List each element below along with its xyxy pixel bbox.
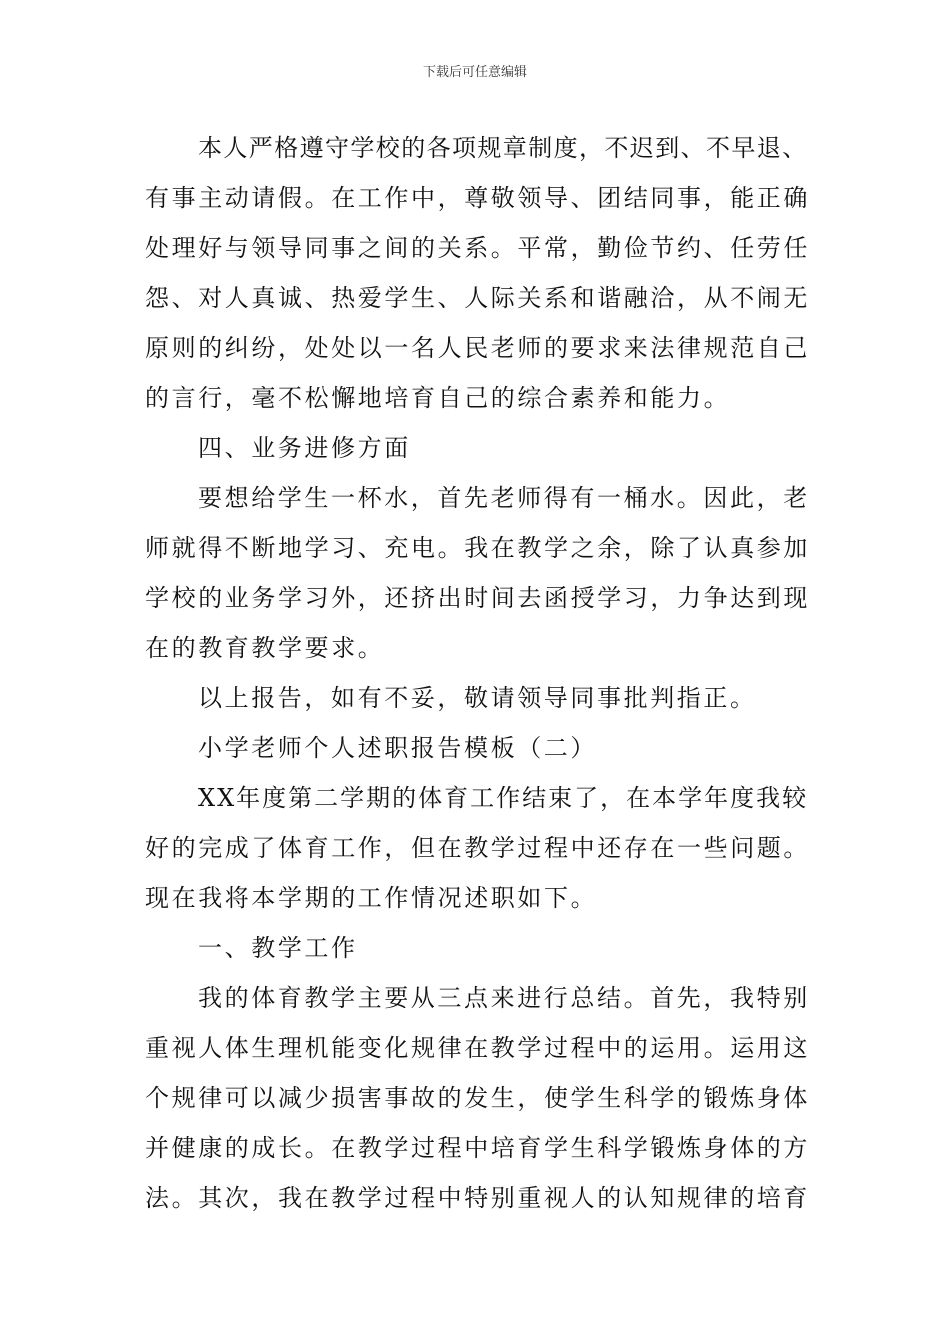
text-line: 的言行，毫不松懈地培育自己的综合素养和能力。	[145, 384, 731, 412]
section-heading: 一、教学工作	[198, 934, 358, 962]
text-line: 我的体育教学主要从三点来进行总结。首先，我特别	[198, 984, 810, 1012]
text-line: 好的完成了体育工作，但在教学过程中还存在一些问题。	[145, 834, 810, 862]
text-line: 原则的纠纷，处处以一名人民老师的要求来法律规范自己	[145, 334, 810, 362]
text-line: 本人严格遵守学校的各项规章制度，不迟到、不早退、	[198, 134, 808, 162]
text-line: 学校的业务学习外，还挤出时间去函授学习，力争达到现	[145, 584, 810, 612]
text-line: 个规律可以减少损害事故的发生，使学生科学的锻炼身体	[145, 1084, 810, 1112]
section-heading: 四、业务进修方面	[198, 434, 411, 462]
text-line: 师就得不断地学习、充电。我在教学之余，除了认真参加	[145, 534, 810, 562]
text-line: 有事主动请假。在工作中，尊敬领导、团结同事，能正确	[145, 184, 810, 212]
text-line: 要想给学生一杯水，首先老师得有一桶水。因此，老	[198, 484, 810, 512]
text-line: 法。其次，我在教学过程中特别重视人的认知规律的培育	[145, 1184, 810, 1212]
section-heading: 小学老师个人述职报告模板（二）	[198, 734, 597, 762]
text-line: 并健康的成长。在教学过程中培育学生科学锻炼身体的方	[145, 1134, 810, 1162]
text-line: 现在我将本学期的工作情况述职如下。	[145, 884, 598, 912]
text-line: 怨、对人真诚、热爱学生、人际关系和谐融洽，从不闹无	[145, 284, 810, 312]
text-line: XX年度第二学期的体育工作结束了，在本学年度我较	[198, 784, 809, 812]
text-line: 以上报告，如有不妥，敬请领导同事批判指正。	[198, 684, 757, 712]
text-line: 在的教育教学要求。	[145, 634, 385, 662]
page-header: 下载后可任意编辑	[422, 65, 527, 80]
text-line: 处理好与领导同事之间的关系。平常，勤俭节约、任劳任	[145, 234, 810, 262]
text-line: 重视人体生理机能变化规律在教学过程中的运用。运用这	[145, 1034, 810, 1062]
